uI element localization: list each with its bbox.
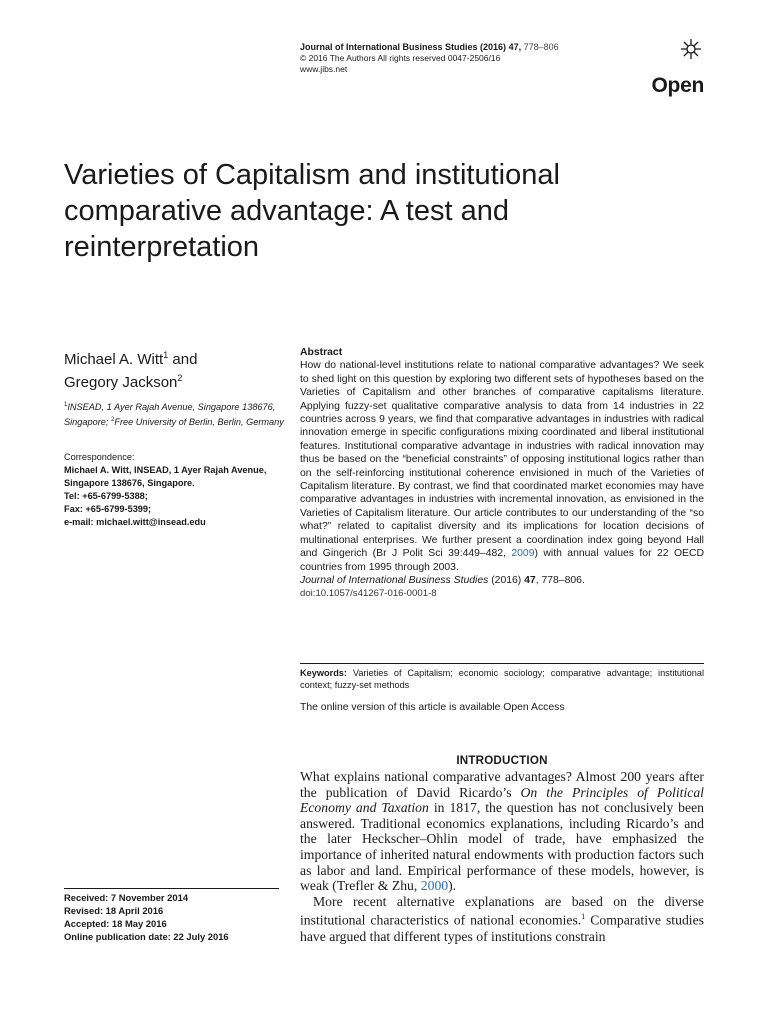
author-joiner: and — [168, 351, 198, 368]
affiliations — [64, 399, 286, 429]
author-affiliation-marker: 2 — [177, 373, 183, 383]
footnote-marker[interactable]: 1 — [581, 912, 586, 922]
journal-name: Journal of International Business Studies (2016) — [300, 42, 507, 52]
paragraph — [300, 894, 704, 944]
date-accepted: Accepted: 18 May 2016 — [64, 918, 167, 929]
open-access-note: The online version of this article is available Open Access — [300, 702, 565, 713]
book-title: On the Principles of Political Economy and Taxation — [300, 784, 704, 816]
publisher-logo-icon — [680, 38, 702, 60]
correspondence-block — [64, 451, 286, 529]
paragraph-text: ). — [448, 878, 457, 894]
publication-dates — [64, 891, 286, 943]
journal-citation — [300, 42, 559, 53]
keywords-text: Varieties of Capitalism; economic sociology; comparative advantage; institutional context; fuzzy-set methods — [300, 668, 704, 690]
affiliation-text: INSEAD, 1 Ayer Rajah Avenue, Singapore 138676, Singapore; — [64, 402, 276, 428]
correspondence-fax: Fax: +65-6799-5399; — [64, 504, 152, 514]
abstract-text — [300, 359, 704, 574]
keywords-label: Keywords: — [300, 668, 347, 678]
keywords-divider — [300, 663, 704, 664]
author-list — [64, 346, 284, 392]
paragraph-text: More recent alternative explanations are based on the diverse institutional characteristics of national economies. — [300, 893, 704, 928]
author-name: Gregory Jackson — [64, 374, 178, 391]
section-heading: INTRODUCTION — [456, 754, 548, 767]
paragraph — [300, 769, 704, 894]
paragraph-text: Comparative studies have argued that different types of institutions constrain — [300, 912, 705, 944]
author-affiliation-marker: 1 — [163, 350, 169, 360]
reference-link[interactable]: 2000 — [420, 878, 449, 894]
copyright-line: © 2016 The Authors All rights reserved 0047-2506/16 — [300, 53, 501, 63]
article-title: Varieties of Capitalism and institutional comparative advantage: A test and reinterpretation — [64, 159, 560, 263]
affiliation-text: Free University of Berlin, Berlin, Germany — [114, 417, 284, 428]
paragraph-text: What explains national comparative advantages? Almost 200 years after the publication of David Ricardo’s — [300, 769, 704, 800]
journal-pages: 778–806 — [523, 42, 559, 52]
correspondence-heading: Correspondence: — [64, 452, 135, 462]
keywords-block — [300, 667, 704, 691]
affiliation-marker: 2 — [111, 417, 115, 424]
correspondence-tel: Tel: +65-6799-5388; — [64, 491, 148, 501]
date-online: Online publication date: 22 July 2016 — [64, 931, 229, 942]
citation-year: (2016) — [488, 574, 525, 586]
affiliation-marker: 1 — [64, 402, 68, 408]
dates-divider — [64, 888, 279, 889]
citation-journal: Journal of International Business Studies — [300, 574, 489, 586]
abstract-block — [300, 346, 704, 601]
citation-volume: 47 — [524, 574, 536, 586]
author-name: Michael A. Witt — [64, 351, 164, 368]
abstract-body: How do national-level institutions relate to national comparative advantages? We seek to shed light on this question by exploring two different sets of hypotheses based on the Varieties of Capitalism and other branches of comparative capitalisms literature. Applying fuzzy-set qualitative comparative analysis to data from 14 industries in 22 countries across 9 years, we find that comparative advantages in industries with radical innovation emerge in specific configurations mixing coordinated and liberal institutional features. Institutional comparative advantage in industries with radical innovation may thus be based on the “beneficial constraints” of opposing institutional logics rather than on the self-reinforcing institutional coherence envisioned in much of the Varieties of Capitalism literature. By contrast, we find that coordinated market economies may have comparative advantages in industries with incremental innovation, as envisioned in the Varieties of Capitalism literature. Our article contributes to our understanding of the “so what?” related to capitalist diversity and its implications for location decisions of multinational enterprises. We further present a coordination index going beyond Hall and Gingerich (Br J Polit Sci 39:449–482, — [300, 360, 704, 560]
date-revised: Revised: 18 April 2016 — [64, 905, 164, 916]
correspondence-email[interactable]: e-mail: michael.witt@insead.edu — [64, 517, 206, 527]
journal-url[interactable]: www.jibs.net — [300, 64, 348, 74]
paragraph-text: in 1817, the question has not conclusively been answered. Traditional economics explanations, including Ricardo’s and the later Heckscher–Ohlin model of trade, have emphasized the importance of inherited natural endowments with production factors such as labor and land. Empirical performance of these models, however, is weak (Trefler & Zhu, — [300, 800, 704, 894]
correspondence-address: Michael A. Witt, INSEAD, 1 Ayer Rajah Avenue, Singapore 138676, Singapore. — [64, 465, 267, 488]
abstract-body-end: ) with annual values for 22 OECD countries from 1995 through 2003. — [300, 548, 704, 573]
introduction-body — [300, 769, 704, 944]
article-doi[interactable]: doi:10.1057/s41267-016-0001-8 — [300, 588, 437, 600]
article-citation — [300, 574, 704, 587]
citation-pages: , 778–806. — [535, 574, 585, 586]
date-received: Received: 7 November 2014 — [64, 892, 189, 903]
reference-link[interactable]: 2009 — [511, 548, 535, 560]
abstract-heading: Abstract — [300, 347, 343, 358]
open-access-label: Open — [651, 74, 704, 97]
journal-volume: 47, — [508, 42, 522, 52]
